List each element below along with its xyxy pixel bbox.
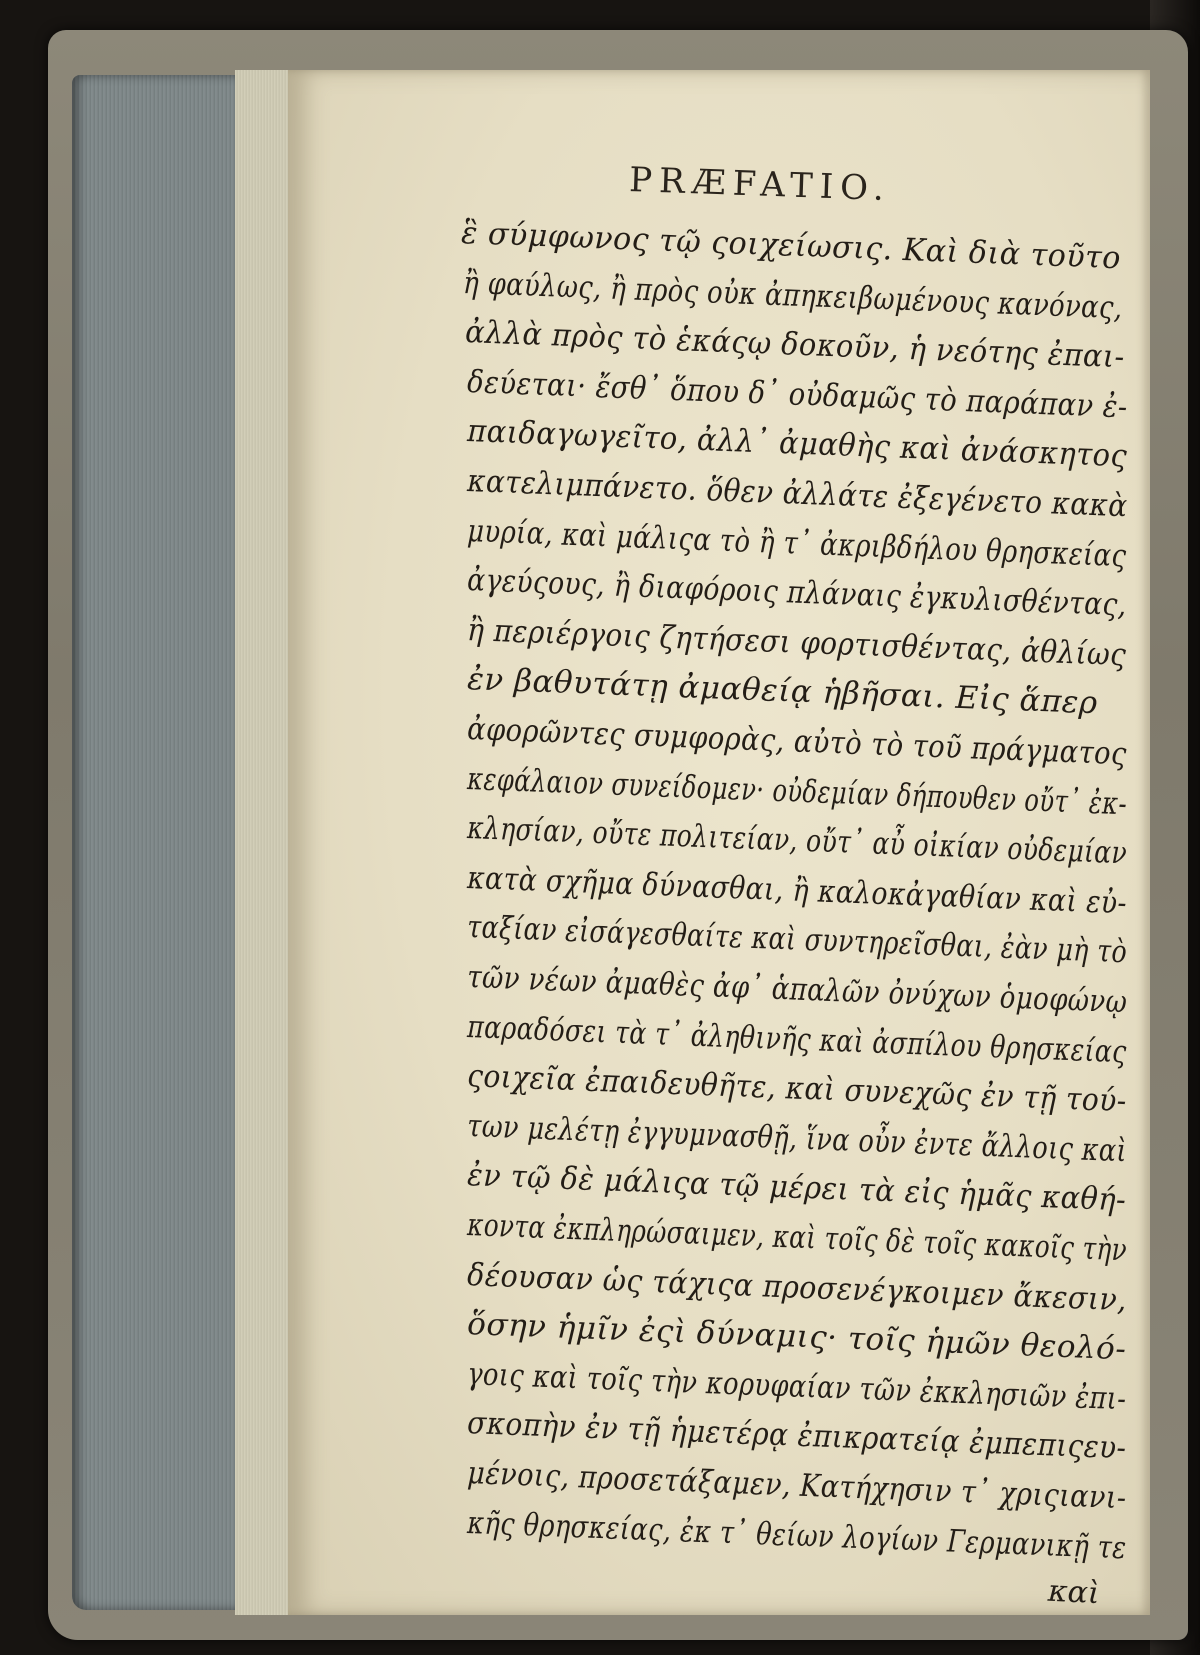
catchword: καὶ: [1047, 1573, 1101, 1612]
running-header: PRÆFATIO.: [628, 160, 892, 210]
text-line: ἀγεύςους, ἢ διαφόροις πλάναις ἐγκυλισθέντας,: [466, 562, 1128, 624]
text-line: κοντα ἐκπληρώσαιμεν, καὶ τοῖς δὲ τοῖς κακοῖς τὴν: [466, 1207, 1128, 1269]
text-line: μυρία, καὶ μάλιςα τὸ ἢ τ᾽ ἀκριβδήλου θρησκείας: [466, 512, 1128, 574]
text-line: ἢ περιέργοις ζητήσεσι φορτισθέντας, ἀθλίως: [466, 611, 1127, 674]
text-line: ταξίαν εἰσάγεσθαίτε καὶ συντηρεῖσθαι, ἐὰν μὴ τὸ: [466, 909, 1128, 971]
text-line: ἐν βαθυτάτῃ ἀμαθείᾳ ἡβῆσαι. Εἰς ἅπερ: [466, 661, 1099, 722]
text-line: ἓ σύμφωνος τῷ ςοιχείωσις. Καὶ διὰ τοῦτο: [460, 215, 1122, 277]
text-line: ἐν τῷ δὲ μάλιςα τῷ μέρει τὰ εἰς ἡμᾶς καθή-: [466, 1157, 1127, 1219]
text-line: παιδαγωγεῖτο, ἀλλ᾽ ἀμαθὴς καὶ ἀνάσκητος: [466, 413, 1128, 475]
text-line: κλησίαν, οὔτε πολιτείαν, οὔτ᾽ αὖ οἰκίαν οὐδεμίαν: [466, 810, 1128, 872]
text-line: κῆς θρησκείας, ἐκ τ᾽ θείων λογίων Γερμανικῇ τε: [466, 1504, 1128, 1566]
text-line: κατελιμπάνετο. ὅθεν ἀλλάτε ἐξεγένετο κακὰ: [466, 463, 1129, 525]
text-line: δέουσαν ὡς τάχιςα προσενέγκοιμεν ἄκεσιν,: [466, 1256, 1128, 1318]
text-line: σκοπὴν ἐν τῇ ἡμετέρᾳ ἐπικρατείᾳ ἐμπεπιςευ-: [466, 1405, 1128, 1467]
text-line: μένοις, προσετάξαμεν, Κατήχησιν τ᾽ χριςιανι-: [466, 1455, 1128, 1517]
text-line: γοις καὶ τοῖς τὴν κορυφαίαν τῶν ἐκκλησιῶν ἐπι-: [466, 1355, 1128, 1418]
text-line: παραδόσει τὰ τ᾽ ἀληθινῆς καὶ ἀσπίλου θρησκείας: [466, 1008, 1128, 1070]
text-line: κατὰ σχῆμα δύνασθαι, ἢ καλοκἀγαθίαν καὶ εὐ-: [466, 859, 1128, 922]
text-line: κεφάλαιον συνείδομεν· οὐδεμίαν δήπουθεν οὔτ᾽ ἐκ-: [466, 760, 1128, 822]
text-line: τῶν νέων ἀμαθὲς ἀφ᾽ ἁπαλῶν ὀνύχων ὁμοφώνῳ: [466, 959, 1128, 1021]
text-line: ςοιχεῖα ἐπαιδευθῆτε, καὶ συνεχῶς ἐν τῇ τού-: [466, 1058, 1128, 1120]
text-line: ἢ φαύλως, ἢ πρὸς οὐκ ἀπηκειβωμένους κανόνας,: [462, 264, 1124, 326]
text-line: ἀφορῶντες συμφορὰς, αὐτὸ τὸ τοῦ πράγματος: [466, 711, 1128, 773]
text-line: δεύεται· ἔσθ᾽ ὅπου δ᾽ οὐδαμῶς τὸ παράπαν ἐ-: [466, 363, 1129, 426]
text-line: των μελέτῃ ἐγγυμνασθῇ, ἵνα οὖν ἐντε ἄλλοις καὶ: [466, 1107, 1128, 1170]
text-line: ἀλλὰ πρὸς τὸ ἑκάςῳ δοκοῦν, ἡ νεότης ἐπαι-: [464, 314, 1126, 376]
text-line: ὅσην ἡμῖν ἐςὶ δύναμις· τοῖς ἡμῶν θεολό-: [466, 1306, 1127, 1368]
